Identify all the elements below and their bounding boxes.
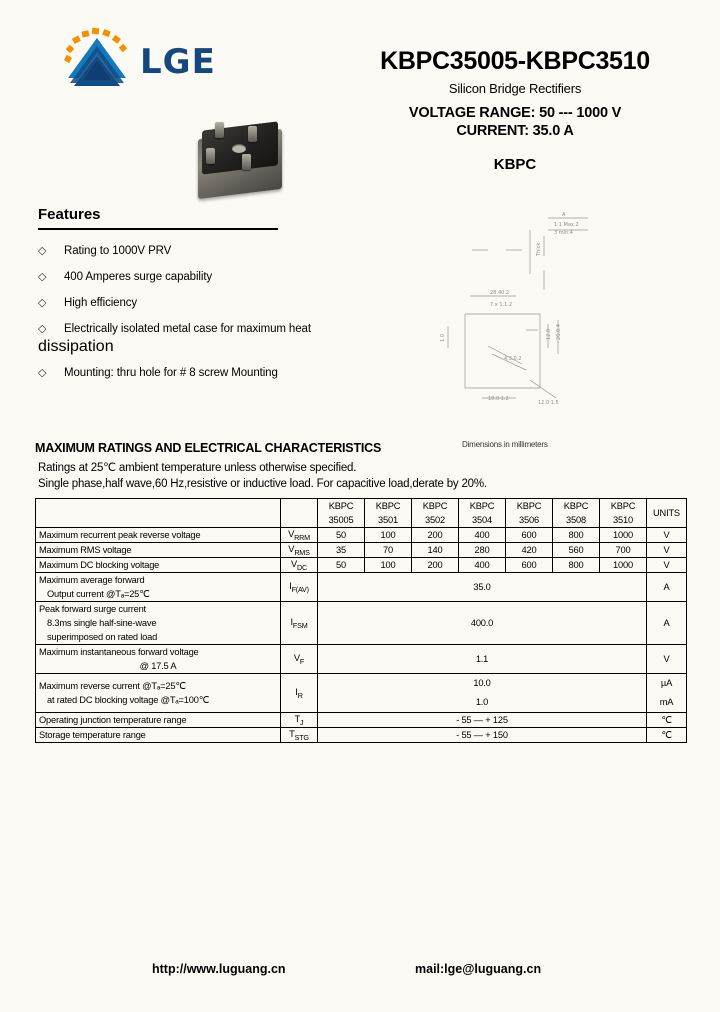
symbol-subscript: RRM xyxy=(294,532,310,542)
svg-text:7 x 1.1.2: 7 x 1.1.2 xyxy=(490,302,513,308)
svg-text:19.0 1.2: 19.0 1.2 xyxy=(488,396,509,402)
list-item xyxy=(38,365,378,382)
table-row xyxy=(36,674,687,713)
cell-unit: V xyxy=(647,558,687,573)
cell-value: 700 xyxy=(600,543,647,558)
cell-value: 600 xyxy=(506,528,553,543)
table-row xyxy=(36,528,687,543)
cell-value-spanned xyxy=(318,674,647,713)
list-item xyxy=(38,295,378,312)
col-top: KBPC xyxy=(563,501,589,511)
row-description-line: Maximum average forward xyxy=(39,575,145,585)
symbol-base: T xyxy=(289,728,295,739)
cell-unit: A xyxy=(647,602,687,645)
col-top: KBPC xyxy=(422,501,448,511)
row-description-line: Peak forward surge current xyxy=(39,604,146,614)
symbol-base: I xyxy=(290,616,293,627)
diamond-bullet-icon: ◇ xyxy=(38,367,47,379)
diamond-bullet-icon: ◇ xyxy=(38,271,47,283)
cell-value: 70 xyxy=(365,543,412,558)
svg-text:A: A xyxy=(562,212,566,218)
column-header-kbpc3508 xyxy=(553,499,600,528)
symbol-subscript: F xyxy=(299,656,305,666)
symbol-base: I xyxy=(289,580,292,591)
cell-value: 50 xyxy=(318,558,365,573)
row-description-line: 8.3ms single half-sine-wave xyxy=(47,618,157,628)
row-symbol xyxy=(281,528,318,543)
cell-value-spanned: 400.0 xyxy=(318,602,647,645)
cell-unit xyxy=(647,674,687,713)
package-family-label: KBPC xyxy=(493,155,537,173)
cell-value: 400 xyxy=(459,528,506,543)
symbol-subscript: RMS xyxy=(294,547,310,557)
cell-value: 400 xyxy=(459,558,506,573)
col-bottom: 3501 xyxy=(378,515,398,525)
cell-value-spanned: - 55 — + 150 xyxy=(318,728,647,743)
col-bottom: 3506 xyxy=(519,515,539,525)
mounting-hole xyxy=(232,144,246,153)
row-description: Maximum RMS voltage xyxy=(36,543,281,558)
column-header-kbpc3501 xyxy=(365,499,412,528)
table-row xyxy=(36,573,687,602)
page-title: KBPC35005-KBPC3510 xyxy=(380,47,650,75)
cell-value: 1000 xyxy=(600,558,647,573)
cell-unit: V xyxy=(647,645,687,674)
svg-text:3 min.4: 3 min.4 xyxy=(554,230,573,236)
ratings-note-load: Single phase,half wave,60 Hz,resistive or inductive load. For capacitive load,derate by 20%. xyxy=(38,478,487,490)
table-row xyxy=(36,713,687,728)
symbol-base: V xyxy=(291,558,298,569)
cell-value: 800 xyxy=(553,558,600,573)
row-symbol xyxy=(281,645,318,674)
package-dimension-drawing xyxy=(430,198,610,448)
ratings-table xyxy=(35,498,687,743)
lge-mountain-icon xyxy=(56,26,138,88)
cell-value: 10.0 xyxy=(473,678,491,688)
header-symbol-cell xyxy=(281,499,318,528)
cell-value: 800 xyxy=(553,528,600,543)
cell-unit: V xyxy=(647,528,687,543)
company-logo xyxy=(48,26,248,88)
features-underline xyxy=(38,228,278,230)
footer-website[interactable]: http://www.luguang.cn xyxy=(152,962,286,976)
row-description xyxy=(36,645,281,674)
row-description xyxy=(36,602,281,645)
table-row xyxy=(36,602,687,645)
cell-unit-line: µA xyxy=(660,678,673,688)
col-top: KBPC xyxy=(610,501,636,511)
row-description-line: superimposed on rated load xyxy=(47,632,158,642)
svg-text:4.3.0.2: 4.3.0.2 xyxy=(504,356,522,362)
row-description: Maximum recurrent peak reverse voltage xyxy=(36,528,281,543)
list-item xyxy=(38,243,378,260)
symbol-base: I xyxy=(295,686,298,697)
table-row xyxy=(36,728,687,743)
row-symbol xyxy=(281,558,318,573)
cell-value-spanned: 35.0 xyxy=(318,573,647,602)
row-description-line: at rated DC blocking voltage @Tₐ=100℃ xyxy=(47,695,209,705)
feature-text: Electrically isolated metal case for maximum heat xyxy=(64,323,311,335)
cell-value: 100 xyxy=(365,558,412,573)
cell-unit-line: mA xyxy=(659,697,674,707)
row-description-line: @ 17.5 A xyxy=(139,661,177,671)
cell-unit: ℃ xyxy=(647,713,687,728)
col-top: KBPC xyxy=(469,501,495,511)
row-description: Storage temperature range xyxy=(36,728,281,743)
ratings-section-title: MAXIMUM RATINGS AND ELECTRICAL CHARACTERISTICS xyxy=(35,441,382,455)
terminal-4 xyxy=(242,154,251,170)
footer-email[interactable]: mail:lge@luguang.cn xyxy=(415,962,542,976)
drawing-caption: Dimensions in millimeters xyxy=(462,440,548,449)
column-header-kbpc35005 xyxy=(318,499,365,528)
cell-value: 420 xyxy=(506,543,553,558)
symbol-subscript: R xyxy=(297,690,303,700)
terminal-2 xyxy=(248,126,257,142)
header-desc-cell xyxy=(36,499,281,528)
row-symbol xyxy=(281,674,318,713)
cell-value: 140 xyxy=(412,543,459,558)
row-description-line: Maximum reverse current @Tₐ=25℃ xyxy=(39,681,186,691)
column-header-kbpc3502 xyxy=(412,499,459,528)
col-bottom: 3508 xyxy=(566,515,586,525)
cell-value: 280 xyxy=(459,543,506,558)
feature-text-continuation: dissipation xyxy=(38,338,114,355)
row-description xyxy=(36,573,281,602)
row-symbol xyxy=(281,713,318,728)
cell-value-spanned: 1.1 xyxy=(318,645,647,674)
svg-text:26.0.4: 26.0.4 xyxy=(556,324,562,340)
svg-text:Thick: Thick xyxy=(536,242,542,256)
svg-text:12.0 1.5: 12.0 1.5 xyxy=(538,400,559,406)
column-header-kbpc3506 xyxy=(506,499,553,528)
row-symbol xyxy=(281,728,318,743)
page-subtitle: Silicon Bridge Rectifiers xyxy=(448,80,582,96)
cell-value: 200 xyxy=(412,528,459,543)
cell-value: 100 xyxy=(365,528,412,543)
cell-value: 1.0 xyxy=(475,697,489,707)
list-item xyxy=(38,321,378,338)
symbol-subscript: STG xyxy=(294,732,309,742)
svg-text:28.40.2: 28.40.2 xyxy=(490,290,510,296)
svg-text:1.1 Max.2: 1.1 Max.2 xyxy=(554,222,579,228)
col-bottom: 3504 xyxy=(472,515,492,525)
list-item xyxy=(38,269,378,286)
table-header-row xyxy=(36,499,687,528)
cell-value-spanned: - 55 — + 125 xyxy=(318,713,647,728)
cell-value: 1000 xyxy=(600,528,647,543)
symbol-base: V xyxy=(288,528,295,539)
diamond-bullet-icon: ◇ xyxy=(38,245,47,257)
symbol-base: T xyxy=(294,713,301,724)
col-top: KBPC xyxy=(375,501,401,511)
row-description-line: Maximum instantaneous forward voltage xyxy=(39,647,199,657)
ratings-note-temperature: Ratings at 25℃ ambient temperature unless otherwise specified. xyxy=(38,462,357,474)
svg-text:12.0: 12.0 xyxy=(546,328,552,340)
col-bottom: 3502 xyxy=(425,515,445,525)
symbol-base: V xyxy=(293,652,300,663)
title-block xyxy=(340,48,690,173)
table-row xyxy=(36,558,687,573)
cell-value: 560 xyxy=(553,543,600,558)
cell-value: 35 xyxy=(318,543,365,558)
row-symbol xyxy=(281,573,318,602)
diamond-bullet-icon: ◇ xyxy=(38,297,47,309)
feature-text: Rating to 1000V PRV xyxy=(64,245,172,257)
row-description: Operating junction temperature range xyxy=(36,713,281,728)
features-list xyxy=(38,234,378,382)
product-photo xyxy=(190,112,290,200)
col-top: KBPC xyxy=(328,501,354,511)
column-header-kbpc3504 xyxy=(459,499,506,528)
row-description: Maximum DC blocking voltage xyxy=(36,558,281,573)
col-top: KBPC xyxy=(516,501,542,511)
symbol-base: V xyxy=(288,543,295,554)
row-symbol xyxy=(281,602,318,645)
row-description-line: Output current @Tₐ=25℃ xyxy=(47,589,150,599)
col-bottom: 3510 xyxy=(613,515,633,525)
symbol-subscript: F(AV) xyxy=(291,584,309,594)
column-header-kbpc3510 xyxy=(600,499,647,528)
feature-text: Mounting: thru hole for # 8 screw Mounting xyxy=(64,367,278,379)
col-bottom: 35005 xyxy=(328,515,354,525)
feature-text: 400 Amperes surge capability xyxy=(64,271,213,283)
brand-name: LGE xyxy=(140,42,216,82)
current-spec: CURRENT: 35.0 A xyxy=(456,122,574,139)
table-row xyxy=(36,543,687,558)
cell-unit: V xyxy=(647,543,687,558)
terminal-3 xyxy=(206,148,215,164)
terminal-1 xyxy=(215,122,224,138)
voltage-range-spec: VOLTAGE RANGE: 50 --- 1000 V xyxy=(408,104,622,121)
symbol-subscript: J xyxy=(300,717,304,727)
feature-text: High efficiency xyxy=(64,297,138,309)
cell-value: 200 xyxy=(412,558,459,573)
cell-unit: ℃ xyxy=(647,728,687,743)
table-row xyxy=(36,645,687,674)
cell-unit: A xyxy=(647,573,687,602)
svg-text:1.0: 1.0 xyxy=(440,334,446,342)
column-header-units: UNITS xyxy=(647,499,687,528)
symbol-subscript: DC xyxy=(297,562,307,572)
row-description xyxy=(36,674,281,713)
features-heading: Features xyxy=(38,206,101,223)
symbol-subscript: FSM xyxy=(292,620,308,630)
cell-value: 600 xyxy=(506,558,553,573)
diamond-bullet-icon: ◇ xyxy=(38,323,47,335)
cell-value: 50 xyxy=(318,528,365,543)
row-symbol xyxy=(281,543,318,558)
